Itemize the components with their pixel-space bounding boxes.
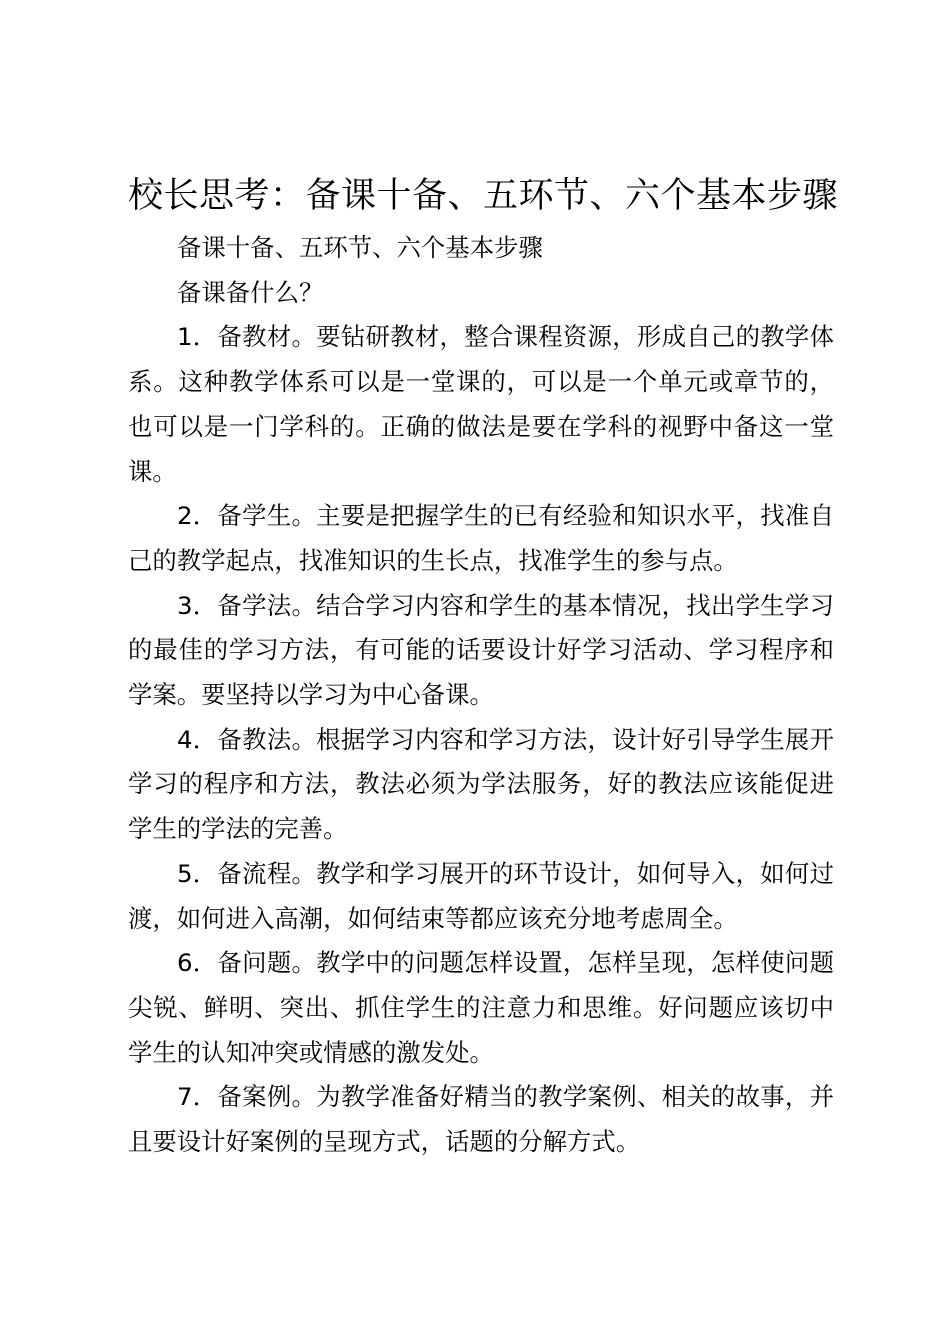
document-body <box>128 226 834 1165</box>
paragraph-item-6: 6．备问题。教学中的问题怎样设置，怎样呈现，怎样使问题尖锐、鲜明、突出、抓住学生的注意力和思维。好问题应该切中学生的认知冲突或情感的激发处。 <box>128 948 834 1067</box>
paragraph-item-5: 5．备流程。教学和学习展开的环节设计，如何导入，如何过渡，如何进入高潮，如何结束等都应该充分地考虑周全。 <box>128 858 834 933</box>
paragraph-item-4: 4．备教法。根据学习内容和学习方法，设计好引导学生展开学习的程序和方法，教法必须为学法服务，好的教法应该能促进学生的学法的完善。 <box>128 724 834 844</box>
subtitle-paragraph: 备课十备、五环节、六个基本步骤 <box>177 233 543 262</box>
paragraph-item-1: 1．备教材。要钻研教材，整合课程资源，形成自己的教学体系。这种教学体系可以是一堂课的，可以是一个单元或章节的，也可以是一门学科的。正确的做法是要在学科的视野中备这一堂课。 <box>128 322 834 486</box>
document-title: 校长思考：备课十备、五环节、六个基本步骤 <box>128 176 839 216</box>
paragraph-item-7: 7．备案例。为教学准备好精当的教学案例、相关的故事，并且要设计好案例的呈现方式，话题的分解方式。 <box>128 1082 834 1157</box>
paragraph-item-2: 2．备学生。主要是把握学生的已有经验和知识水平，找准自己的教学起点，找准知识的生长点，找准学生的参与点。 <box>128 501 834 575</box>
question-paragraph: 备课备什么？ <box>177 277 324 307</box>
paragraph-item-3: 3．备学法。结合学习内容和学生的基本情况，找出学生学习的最佳的学习方法，有可能的话要设计好学习活动、学习程序和学案。要坚持以学习为中心备课。 <box>128 590 834 710</box>
